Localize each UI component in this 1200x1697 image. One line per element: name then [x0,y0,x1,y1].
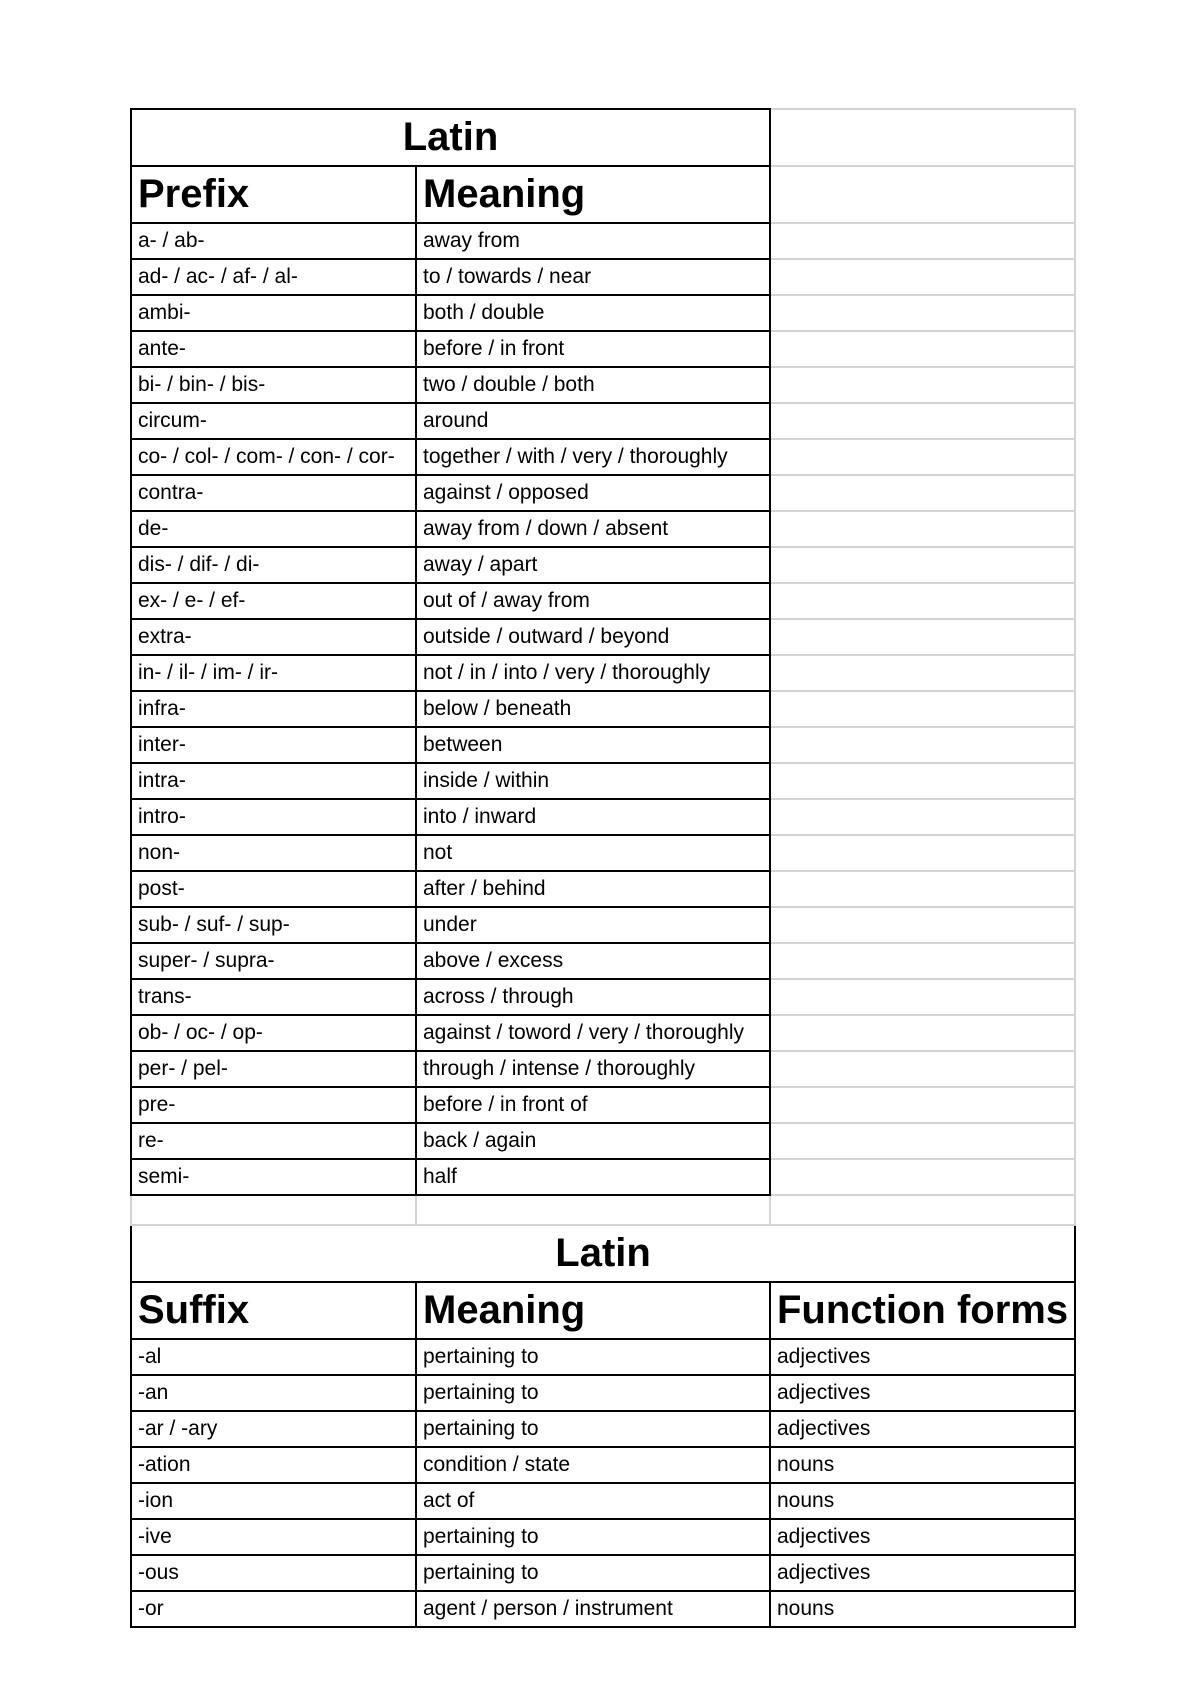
meaning-cell[interactable]: away from [416,223,770,259]
prefix-table-title-row [131,109,1075,166]
prefix-table-row [131,619,1075,655]
empty-cell[interactable] [770,727,1075,763]
prefix-cell[interactable]: re- [131,1123,416,1159]
prefix-cell[interactable]: sub- / suf- / sup- [131,907,416,943]
suffix-table-row [131,1519,1075,1555]
prefix-table-row [131,1087,1075,1123]
prefix-table-row [131,547,1075,583]
suffix-table-row [131,1483,1075,1519]
empty-cell[interactable] [770,331,1075,367]
prefix-cell[interactable]: dis- / dif- / di- [131,547,416,583]
header-function-forms[interactable]: Function forms [770,1282,1075,1339]
prefix-table-row [131,295,1075,331]
meaning-cell[interactable]: under [416,907,770,943]
prefix-table-title[interactable]: Latin [131,109,770,166]
meaning-cell[interactable]: across / through [416,979,770,1015]
meaning-cell[interactable]: act of [416,1483,770,1519]
suffix-cell[interactable]: -an [131,1375,416,1411]
prefix-cell[interactable]: ad- / ac- / af- / al- [131,259,416,295]
empty-cell[interactable] [770,1087,1075,1123]
prefix-cell[interactable]: inter- [131,727,416,763]
meaning-cell[interactable]: back / again [416,1123,770,1159]
suffix-table-row [131,1555,1075,1591]
empty-cell[interactable] [770,547,1075,583]
empty-cell[interactable] [770,655,1075,691]
prefix-cell[interactable]: ex- / e- / ef- [131,583,416,619]
empty-cell[interactable] [770,583,1075,619]
meaning-cell[interactable]: condition / state [416,1447,770,1483]
prefix-cell[interactable]: per- / pel- [131,1051,416,1087]
prefix-cell[interactable]: de- [131,511,416,547]
empty-cell[interactable] [770,166,1075,223]
prefix-cell[interactable]: non- [131,835,416,871]
meaning-cell[interactable]: pertaining to [416,1519,770,1555]
meaning-cell[interactable]: against / toword / very / thoroughly [416,1015,770,1051]
suffix-cell[interactable]: -ous [131,1555,416,1591]
empty-cell[interactable] [770,1195,1075,1225]
prefix-cell[interactable]: ante- [131,331,416,367]
prefix-table-row [131,475,1075,511]
prefix-table-row [131,583,1075,619]
meaning-cell[interactable]: inside / within [416,763,770,799]
suffix-cell[interactable]: -ation [131,1447,416,1483]
prefix-cell[interactable]: in- / il- / im- / ir- [131,655,416,691]
meaning-cell[interactable]: between [416,727,770,763]
prefix-cell[interactable]: intra- [131,763,416,799]
prefix-table-row [131,907,1075,943]
empty-cell[interactable] [770,979,1075,1015]
empty-cell[interactable] [770,511,1075,547]
prefix-cell[interactable]: contra- [131,475,416,511]
empty-cell[interactable] [770,1123,1075,1159]
spreadsheet [130,108,1076,1628]
prefix-table-row [131,799,1075,835]
prefix-table-row [131,871,1075,907]
prefix-table-row [131,943,1075,979]
empty-cell[interactable] [770,259,1075,295]
suffix-table-row [131,1411,1075,1447]
empty-cell[interactable] [770,295,1075,331]
meaning-cell[interactable]: into / inward [416,799,770,835]
meaning-cell[interactable]: pertaining to [416,1555,770,1591]
prefix-table-row [131,1015,1075,1051]
empty-cell[interactable] [770,763,1075,799]
header-suffix[interactable]: Suffix [131,1282,416,1339]
prefix-table-row [131,1051,1075,1087]
meaning-cell[interactable]: outside / outward / beyond [416,619,770,655]
meaning-cell[interactable]: away / apart [416,547,770,583]
empty-cell[interactable] [770,907,1075,943]
prefix-cell[interactable]: trans- [131,979,416,1015]
prefix-table-header-row [131,166,1075,223]
prefix-cell[interactable]: super- / supra- [131,943,416,979]
suffix-table-row [131,1447,1075,1483]
prefix-table-row [131,763,1075,799]
suffix-cell[interactable]: -ar / -ary [131,1411,416,1447]
header-meaning[interactable]: Meaning [416,166,770,223]
suffix-table-row [131,1375,1075,1411]
prefix-cell[interactable]: a- / ab- [131,223,416,259]
meaning-cell[interactable]: below / beneath [416,691,770,727]
suffix-cell[interactable]: -ion [131,1483,416,1519]
meaning-cell[interactable]: against / opposed [416,475,770,511]
empty-cell[interactable] [770,403,1075,439]
suffix-cell[interactable]: -ive [131,1519,416,1555]
empty-cell[interactable] [770,835,1075,871]
meaning-cell[interactable]: out of / away from [416,583,770,619]
meaning-cell[interactable]: half [416,1159,770,1195]
prefix-cell[interactable]: semi- [131,1159,416,1195]
prefix-table-row [131,727,1075,763]
meaning-cell[interactable]: above / excess [416,943,770,979]
prefix-cell[interactable]: bi- / bin- / bis- [131,367,416,403]
prefix-cell[interactable]: ob- / oc- / op- [131,1015,416,1051]
latin-affix-sheet [130,108,1076,1628]
meaning-cell[interactable]: both / double [416,295,770,331]
meaning-cell[interactable]: pertaining to [416,1411,770,1447]
empty-cell[interactable] [770,691,1075,727]
empty-cell[interactable] [770,619,1075,655]
header-meaning[interactable]: Meaning [416,1282,770,1339]
empty-cell[interactable] [770,1051,1075,1087]
empty-cell[interactable] [416,1195,770,1225]
function-form-cell[interactable]: adjectives [770,1411,1075,1447]
empty-cell[interactable] [770,367,1075,403]
suffix-table-title[interactable]: Latin [131,1225,1075,1282]
meaning-cell[interactable]: agent / person / instrument [416,1591,770,1627]
suffix-table-header-row [131,1282,1075,1339]
suffix-table-row [131,1339,1075,1375]
prefix-table-row [131,259,1075,295]
meaning-cell[interactable]: before / in front [416,331,770,367]
prefix-cell[interactable]: co- / col- / com- / con- / cor- [131,439,416,475]
prefix-table-row [131,655,1075,691]
prefix-table-row [131,439,1075,475]
prefix-cell[interactable]: post- [131,871,416,907]
meaning-cell[interactable]: before / in front of [416,1087,770,1123]
prefix-cell[interactable]: pre- [131,1087,416,1123]
spacer-row [131,1195,1075,1225]
meaning-cell[interactable]: away from / down / absent [416,511,770,547]
prefix-cell[interactable]: extra- [131,619,416,655]
prefix-table-row [131,1123,1075,1159]
prefix-table-row [131,511,1075,547]
meaning-cell[interactable]: pertaining to [416,1375,770,1411]
prefix-table-row [131,835,1075,871]
function-form-cell[interactable]: nouns [770,1447,1075,1483]
prefix-table-row [131,367,1075,403]
empty-cell[interactable] [770,1015,1075,1051]
function-form-cell[interactable]: adjectives [770,1555,1075,1591]
suffix-cell[interactable]: -or [131,1591,416,1627]
empty-cell[interactable] [770,799,1075,835]
empty-cell[interactable] [770,109,1075,166]
function-form-cell[interactable]: adjectives [770,1375,1075,1411]
meaning-cell[interactable]: around [416,403,770,439]
prefix-table-row [131,223,1075,259]
suffix-cell[interactable]: -al [131,1339,416,1375]
empty-cell[interactable] [131,1195,416,1225]
prefix-table-row [131,403,1075,439]
prefix-cell[interactable]: infra- [131,691,416,727]
function-form-cell[interactable]: nouns [770,1483,1075,1519]
empty-cell[interactable] [770,871,1075,907]
meaning-cell[interactable]: together / with / very / thoroughly [416,439,770,475]
prefix-table-row [131,1159,1075,1195]
suffix-table-title-row [131,1225,1075,1282]
prefix-table-row [131,331,1075,367]
empty-cell[interactable] [770,475,1075,511]
meaning-cell[interactable]: to / towards / near [416,259,770,295]
meaning-cell[interactable]: through / intense / thoroughly [416,1051,770,1087]
function-form-cell[interactable]: nouns [770,1591,1075,1627]
prefix-table-row [131,691,1075,727]
meaning-cell[interactable]: not [416,835,770,871]
meaning-cell[interactable]: after / behind [416,871,770,907]
function-form-cell[interactable]: adjectives [770,1339,1075,1375]
prefix-table-row [131,979,1075,1015]
prefix-cell[interactable]: intro- [131,799,416,835]
suffix-table-row [131,1591,1075,1627]
header-prefix[interactable]: Prefix [131,166,416,223]
function-form-cell[interactable]: adjectives [770,1519,1075,1555]
meaning-cell[interactable]: two / double / both [416,367,770,403]
meaning-cell[interactable]: pertaining to [416,1339,770,1375]
empty-cell[interactable] [770,439,1075,475]
empty-cell[interactable] [770,223,1075,259]
prefix-cell[interactable]: ambi- [131,295,416,331]
meaning-cell[interactable]: not / in / into / very / thoroughly [416,655,770,691]
empty-cell[interactable] [770,1159,1075,1195]
prefix-cell[interactable]: circum- [131,403,416,439]
empty-cell[interactable] [770,943,1075,979]
